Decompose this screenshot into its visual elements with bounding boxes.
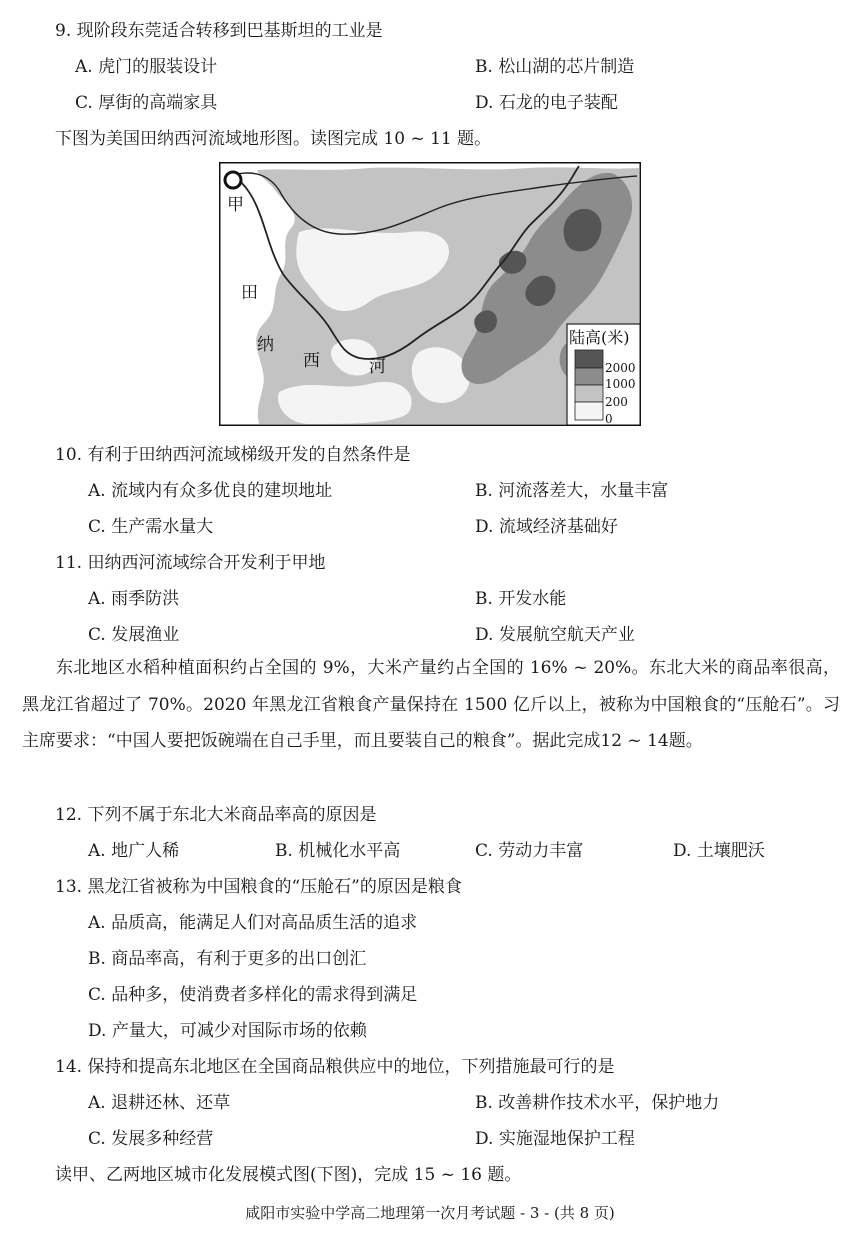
q13-option-a: A. 品质高，能满足人们对高品质生活的追求 bbox=[88, 913, 418, 933]
intro-15-16: 读甲、乙两地区城市化发展模式图(下图)，完成 15 ~ 16 题。 bbox=[55, 1165, 522, 1185]
q14-option-b: B. 改善耕作技术水平，保护地力 bbox=[475, 1093, 720, 1113]
legend-value-0: 0 bbox=[605, 412, 613, 426]
q14-stem: 14. 保持和提高东北地区在全国商品粮供应中的地位，下列措施最可行的是 bbox=[55, 1057, 615, 1077]
q13-option-b: B. 商品率高，有利于更多的出口创汇 bbox=[88, 949, 367, 969]
q10-option-c: C. 生产需水量大 bbox=[88, 517, 214, 537]
q13-option-d: D. 产量大，可减少对国际市场的依赖 bbox=[88, 1021, 367, 1041]
q14-option-d: D. 实施湿地保护工程 bbox=[475, 1129, 635, 1149]
q14-option-a: A. 退耕还林、还草 bbox=[88, 1093, 231, 1113]
q12-option-b: B. 机械化水平高 bbox=[275, 841, 401, 861]
q10-option-b: B. 河流落差大，水量丰富 bbox=[475, 481, 669, 501]
legend-swatch-below-200 bbox=[575, 402, 603, 420]
q12-option-c: C. 劳动力丰富 bbox=[475, 841, 584, 861]
intro-10-11: 下图为美国田纳西河流域地形图。读图完成 10 ~ 11 题。 bbox=[55, 129, 492, 149]
legend-title: 陆高(米) bbox=[569, 328, 630, 347]
river-label-char-4: 河 bbox=[369, 357, 386, 377]
legend-swatch-1000-2000 bbox=[575, 368, 603, 385]
q9-option-d: D. 石龙的电子装配 bbox=[475, 93, 618, 113]
q14-option-c: C. 发展多种经营 bbox=[88, 1129, 214, 1149]
q9-option-c: C. 厚街的高端家具 bbox=[75, 93, 218, 113]
legend-swatch-200-1000 bbox=[575, 385, 603, 402]
river-label-char-2: 纳 bbox=[257, 335, 274, 355]
river-label-char-1: 田 bbox=[241, 283, 258, 303]
elevation-legend bbox=[567, 324, 641, 426]
legend-value-1000: 1000 bbox=[605, 377, 636, 391]
q12-option-a: A. 地广人稀 bbox=[88, 841, 180, 861]
q10-option-d: D. 流域经济基础好 bbox=[475, 517, 618, 537]
q12-stem: 12. 下列不属于东北大米商品率高的原因是 bbox=[55, 805, 377, 825]
jia-location-icon bbox=[225, 172, 241, 188]
q9-option-b: B. 松山湖的芯片制造 bbox=[475, 57, 635, 77]
jia-label: 甲 bbox=[227, 195, 244, 215]
q11-stem: 11. 田纳西河流域综合开发利于甲地 bbox=[55, 553, 326, 573]
legend-swatch-above-2000 bbox=[575, 350, 603, 368]
q11-option-b: B. 开发水能 bbox=[475, 589, 567, 609]
q10-stem: 10. 有利于田纳西河流域梯级开发的自然条件是 bbox=[55, 445, 411, 465]
q11-option-d: D. 发展航空航天产业 bbox=[475, 625, 635, 645]
tennessee-river-terrain-map bbox=[219, 162, 641, 426]
q9-stem: 9. 现阶段东莞适合转移到巴基斯坦的工业是 bbox=[55, 21, 383, 41]
legend-value-200: 200 bbox=[605, 395, 628, 409]
q12-option-d: D. 土壤肥沃 bbox=[673, 841, 765, 861]
passage-12-14-text: 东北地区水稻种植面积约占全国的 9%，大米产量约占全国的 16% ~ 20%。东北大米的商品率很高，黑龙江省超过了 70%。2020 年黑龙江省粮食产量保持在 1500 亿斤以上，被称为中国粮食的“压舱石”。习主席要求：“中国人要把饭碗端在自己手里，而且要装自己的粮食”。据此完成12 ~ 14题。 bbox=[22, 658, 840, 751]
legend-value-2000: 2000 bbox=[605, 361, 636, 375]
q13-option-c: C. 品种多，使消费者多样化的需求得到满足 bbox=[88, 985, 418, 1005]
q11-option-a: A. 雨季防洪 bbox=[88, 589, 180, 609]
page-footer: 咸阳市实验中学高二地理第一次月考试题 - 3 - (共 8 页) bbox=[245, 1204, 615, 1222]
passage-12-14 bbox=[22, 650, 840, 760]
q13-stem: 13. 黑龙江省被称为中国粮食的“压舱石”的原因是粮食 bbox=[55, 877, 462, 897]
q11-option-c: C. 发展渔业 bbox=[88, 625, 180, 645]
river-label-char-3: 西 bbox=[303, 351, 320, 371]
q10-option-a: A. 流域内有众多优良的建坝地址 bbox=[88, 481, 333, 501]
q9-option-a: A. 虎门的服装设计 bbox=[75, 57, 218, 77]
